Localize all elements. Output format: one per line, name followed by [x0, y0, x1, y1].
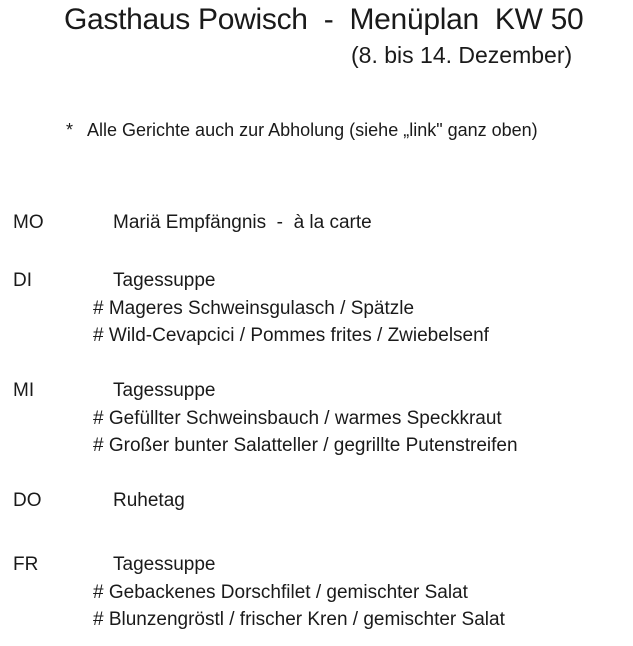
day-block-tuesday [13, 267, 633, 350]
menu-item-line: # Blunzengröstl / frischer Kren / gemischter Salat [93, 609, 505, 630]
page-subtitle: (8. bis 14. Dezember) [351, 42, 573, 68]
menu-item-line: # Wild-Cevapcici / Pommes frites / Zwiebelsenf [93, 325, 489, 346]
day-main-line: Tagessuppe [113, 554, 216, 575]
page-title: Gasthaus Powisch - Menüplan KW 50 [64, 3, 584, 36]
day-menu [93, 209, 633, 237]
day-label: DO [13, 490, 42, 511]
note-text: Alle Gerichte auch zur Abholung (siehe „link" ganz oben) [87, 120, 538, 140]
pickup-note [66, 120, 538, 141]
day-menu [93, 487, 633, 515]
menu-item-line: # Gebackenes Dorschfilet / gemischter Salat [93, 581, 468, 603]
day-block-monday [13, 209, 633, 237]
day-main-line: Tagessuppe [113, 380, 216, 401]
day-label: FR [13, 554, 39, 575]
day-block-wednesday [13, 377, 633, 460]
note-asterisk: * [66, 120, 74, 140]
menu-item-line: # Großer bunter Salatteller / gegrillte Putenstreifen [93, 435, 518, 456]
day-label: DI [13, 270, 32, 291]
day-label: MO [13, 212, 44, 233]
day-label: MI [13, 380, 35, 401]
day-menu [93, 551, 633, 634]
day-main-line: Ruhetag [113, 490, 185, 511]
day-block-thursday [13, 487, 633, 515]
day-menu [93, 377, 633, 460]
menu-item-line: # Mageres Schweinsgulasch / Spätzle [93, 297, 415, 319]
menu-item-line: # Gefüllter Schweinsbauch / warmes Speckkraut [93, 407, 502, 429]
day-main-line: Tagessuppe [113, 270, 216, 291]
day-block-friday [13, 551, 633, 634]
day-main-line: Mariä Empfängnis - à la carte [113, 212, 372, 233]
day-menu [93, 267, 633, 350]
